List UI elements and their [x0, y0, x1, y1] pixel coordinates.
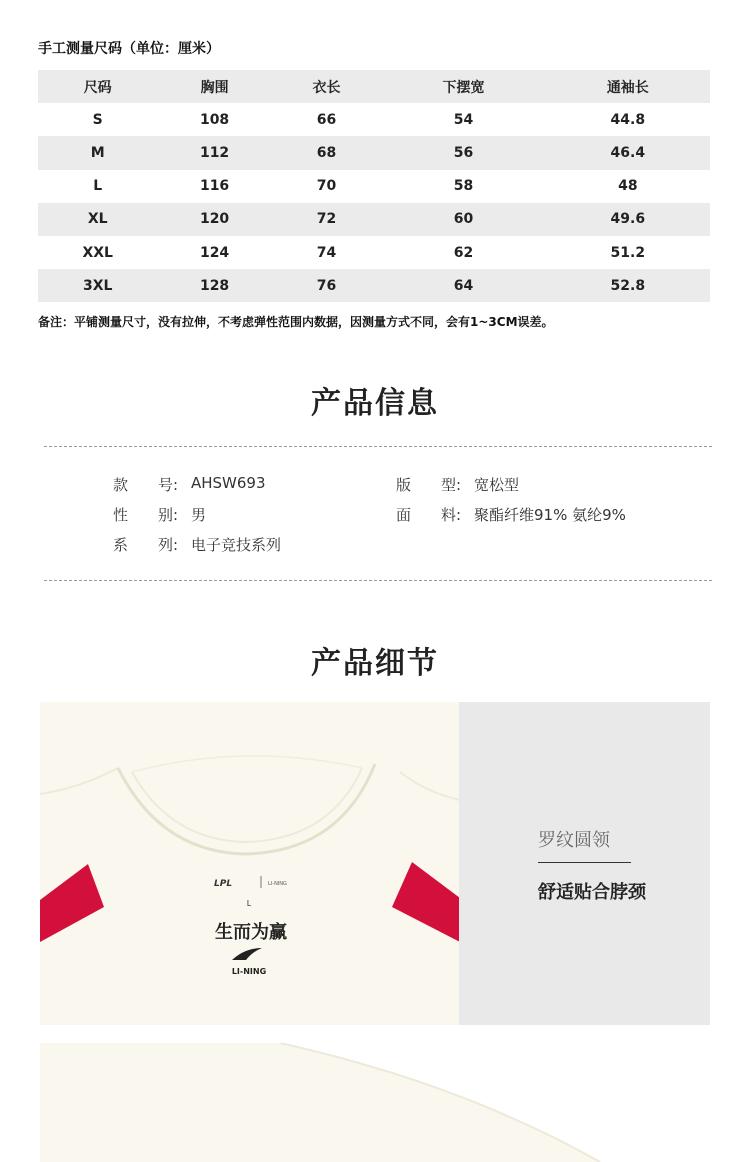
table-cell: 66 — [316, 111, 337, 128]
table-cell: 60 — [453, 211, 474, 228]
info-value: 聚酯纤维91% 氨纶9% — [474, 506, 626, 524]
info-label: 性 别: — [113, 506, 179, 524]
info-series — [113, 534, 281, 555]
table-header-cell: 衣长 — [312, 79, 341, 96]
shirt-collar-illustration — [40, 702, 460, 1025]
lining-logo-text: LI-NING — [231, 967, 267, 976]
size-chart-title: 手工测量尺码（单位：厘米） — [38, 41, 220, 57]
product-detail-title: 产品细节 — [311, 646, 439, 681]
info-value: 电子竞技系列 — [191, 536, 282, 554]
info-gender — [113, 504, 206, 525]
slogan-print: 生而为赢 — [215, 922, 287, 943]
table-cell: 44.8 — [610, 111, 646, 128]
info-label: 系 列: — [113, 536, 179, 554]
table-cell: XXL — [82, 244, 113, 261]
table-cell: 76 — [316, 277, 337, 294]
table-cell: 74 — [316, 244, 337, 261]
table-row — [38, 103, 710, 136]
table-cell: 52.8 — [610, 277, 646, 294]
table-cell: 64 — [453, 277, 474, 294]
info-material — [396, 504, 626, 525]
product-info-title: 产品信息 — [311, 386, 439, 421]
table-header-cell: 通袖长 — [606, 79, 649, 96]
table-row — [38, 170, 710, 203]
table-cell: 70 — [316, 178, 337, 195]
info-label: 款 号: — [113, 476, 179, 494]
table-cell: 128 — [199, 277, 230, 294]
table-cell: 72 — [316, 211, 337, 228]
shirt-detail-image — [40, 1043, 710, 1162]
table-header-cell: 尺码 — [83, 79, 112, 96]
table-cell: 48 — [618, 178, 638, 195]
table-cell: XL — [87, 211, 108, 228]
feature-panel — [459, 702, 710, 1025]
table-cell: 120 — [199, 211, 230, 228]
table-row — [38, 203, 710, 236]
table-cell: 49.6 — [610, 211, 646, 228]
info-value: AHSW693 — [191, 474, 266, 492]
table-header-cell: 下摆宽 — [442, 79, 485, 96]
table-cell: 68 — [316, 144, 337, 161]
size-chart-note: 备注：平铺测量尺寸，没有拉伸，不考虑弹性范围内数据，因测量方式不同，会有1~3CM误差。 — [38, 315, 554, 329]
divider — [44, 446, 712, 447]
table-cell: 3XL — [82, 277, 113, 294]
table-header-row — [38, 70, 710, 103]
feature-divider — [538, 862, 631, 863]
table-cell: M — [90, 144, 105, 161]
size-chart-table — [38, 70, 710, 302]
table-cell: S — [92, 111, 103, 128]
feature-subtitle: 罗纹圆领 — [538, 830, 610, 851]
info-label: 面 料: — [396, 506, 462, 524]
info-label: 版 型: — [396, 476, 462, 494]
table-cell: 108 — [199, 111, 230, 128]
table-row — [38, 269, 710, 302]
info-fit — [396, 474, 519, 495]
lpl-logo: LPL — [214, 879, 233, 889]
table-cell: 58 — [453, 178, 474, 195]
info-style-no — [113, 474, 266, 495]
divider — [44, 580, 712, 581]
table-cell: 116 — [199, 178, 230, 195]
lining-logo-small: LI-NING — [268, 881, 287, 887]
info-value: 宽松型 — [474, 476, 520, 494]
table-cell: 54 — [453, 111, 474, 128]
table-cell: 124 — [199, 244, 230, 261]
table-cell: 62 — [453, 244, 474, 261]
table-header-cell: 胸围 — [200, 79, 229, 96]
table-cell: 46.4 — [610, 144, 646, 161]
table-cell: L — [93, 178, 103, 195]
shirt-shoulder-illustration — [40, 1043, 710, 1162]
table-cell: 112 — [199, 144, 230, 161]
collar-detail-image — [40, 702, 460, 1025]
table-row — [38, 236, 710, 269]
table-cell: 51.2 — [610, 244, 646, 261]
info-value: 男 — [191, 506, 207, 524]
table-row — [38, 136, 710, 169]
table-cell: 56 — [453, 144, 474, 161]
size-label: L — [246, 899, 252, 908]
feature-text: 舒适贴合脖颈 — [538, 882, 646, 903]
